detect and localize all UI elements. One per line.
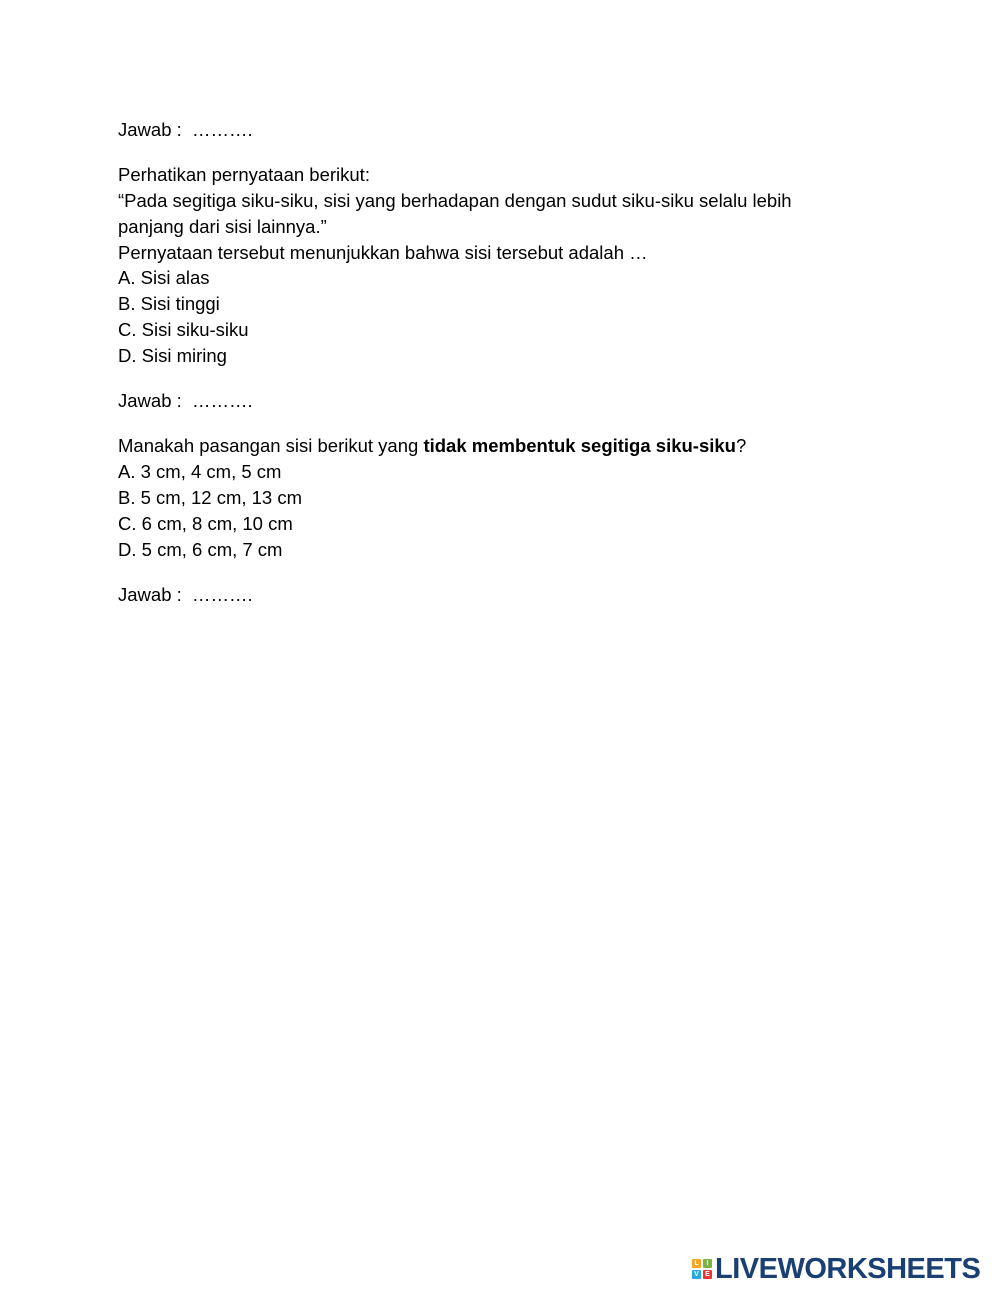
- liveworksheets-logo-text: LIVEWORKSHEETS: [715, 1253, 981, 1285]
- question-2: [118, 162, 878, 368]
- question-3-prefix: Manakah pasangan sisi berikut yang: [118, 435, 424, 457]
- option-b: B. 5 cm, 12 cm, 13 cm: [118, 487, 303, 509]
- liveworksheets-logo: [692, 1254, 980, 1284]
- logo-mark-i: I: [703, 1259, 712, 1268]
- question-3-text: [118, 433, 878, 459]
- option-c: C. 6 cm, 8 cm, 10 cm: [118, 512, 293, 534]
- option-c: C. Sisi siku-siku: [118, 319, 249, 341]
- answer-line-3[interactable]: [118, 582, 878, 608]
- question-3: [118, 433, 878, 562]
- option-a: A. Sisi alas: [118, 267, 210, 289]
- worksheet-page: [118, 117, 878, 608]
- answer-line-2[interactable]: [118, 388, 878, 414]
- question-2-quote-line-2: panjang dari sisi lainnya.”: [118, 215, 327, 237]
- answer-label: Jawab : ……….: [118, 119, 253, 140]
- liveworksheets-logo-icon: [692, 1259, 712, 1279]
- question-2-text: Pernyataan tersebut menunjukkan bahwa sisi tersebut adalah …: [118, 241, 648, 263]
- logo-mark-v: V: [692, 1270, 701, 1279]
- option-d: D. Sisi miring: [118, 344, 227, 366]
- answer-label: Jawab : ……….: [118, 390, 253, 412]
- logo-mark-e: E: [703, 1270, 712, 1279]
- question-2-quote-line-1: “Pada segitiga siku-siku, sisi yang berhadapan dengan sudut siku-siku selalu lebih: [118, 190, 792, 212]
- question-3-emphasis: tidak membentuk segitiga siku-siku: [423, 435, 736, 457]
- option-a: A. 3 cm, 4 cm, 5 cm: [118, 461, 282, 483]
- question-2-intro: Perhatikan pernyataan berikut:: [118, 164, 370, 186]
- answer-label: Jawab : ……….: [118, 583, 253, 605]
- question-3-suffix: ?: [735, 435, 747, 457]
- option-b: B. Sisi tinggi: [118, 293, 220, 315]
- logo-mark-l: L: [692, 1259, 701, 1268]
- option-d: D. 5 cm, 6 cm, 7 cm: [118, 538, 283, 560]
- answer-line-1[interactable]: [118, 117, 878, 143]
